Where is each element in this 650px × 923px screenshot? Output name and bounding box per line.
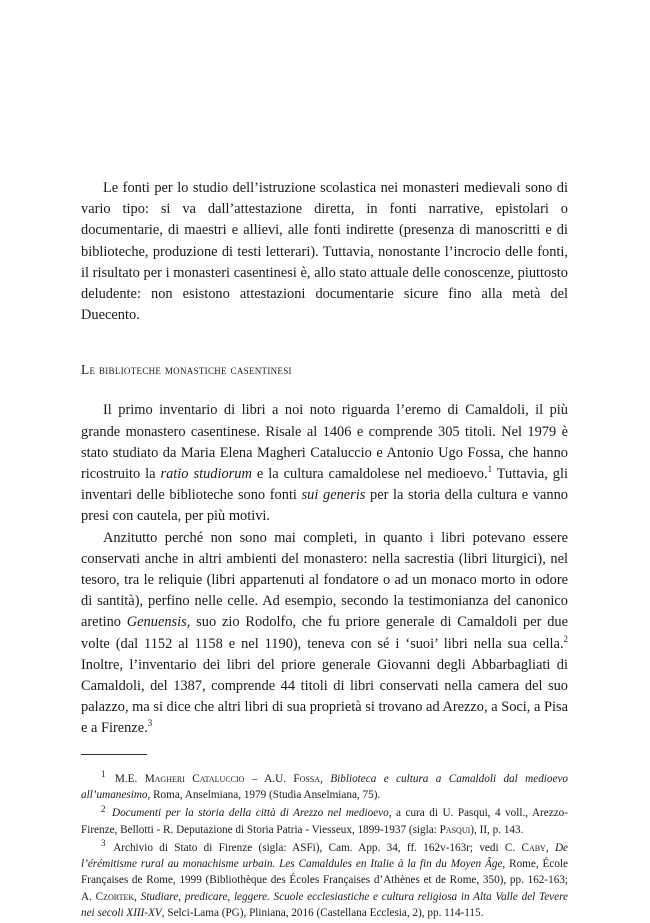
text-run: e la cultura camaldolese nel medioevo. <box>251 466 488 483</box>
text-run: , Rome, École Françaises de Rome, 1999 (Bibliothèque des Écoles Françaises d’Athènes et de Rome, 350), pp. 162-163; A. <box>81 858 568 903</box>
text-run: Il primo inventario di libri a noi noto riguarda l’eremo di Camaldoli, il più grande monastero casentinese. Risale al 1406 e comprende 305 titoli. Nel 1979 è stato studiato da Maria Elena Magheri Cataluccio e Antonio Ugo Fossa, che hanno ricostruito la <box>81 402 568 483</box>
footnote-number: 1 <box>101 768 106 779</box>
footnote-ref-3[interactable]: 3 <box>147 718 153 729</box>
footnote-number: 2 <box>101 803 106 814</box>
paragraph-1 <box>81 400 568 527</box>
footnote-3 <box>81 840 568 921</box>
intro-paragraph: Le fonti per lo studio dell’istruzione scolastica nei monasteri medievali sono di vario tipo: si va dall’attestazione diretta, in fonti narrative, epistolari o documentarie, di maestri e allievi, alle fonti indirette (presenza di manoscritti e di biblioteche, produzione di testi letterari). Tuttavia, nonostante l’incrocio delle fonti, il risultato per i monasteri casentinesi è, allo stato attuale delle conoscenze, piuttosto deludente: non esistono attestazioni documentarie sicure fino alla metà del Duecento. <box>81 180 568 324</box>
text-run: , <box>134 890 141 903</box>
paragraph-2 <box>81 528 568 740</box>
text-run: M.E. <box>114 772 145 785</box>
section-heading: Le biblioteche monastiche casentinesi <box>81 362 292 378</box>
author-name: Magheri Cataluccio <box>144 772 245 785</box>
text-run: per la storia della cultura e vanno presi con cautela, per più motivi. <box>81 487 568 525</box>
book-title: De l’érémitisme rural au monachisme urbain. Les Camaldules en Italie à la fin du Moyen Âge <box>81 841 569 871</box>
text-run: , <box>545 841 555 854</box>
italic-term: sui generis <box>301 487 366 504</box>
author-name: Caby <box>521 841 546 854</box>
author-name: Pasqui <box>439 823 471 836</box>
italic-term: ratio studiorum <box>160 466 252 483</box>
main-text <box>81 178 568 740</box>
page-body <box>81 178 568 923</box>
author-name: Fossa <box>293 772 321 785</box>
italic-term: Genuensis <box>126 614 187 631</box>
text-run: , suo zio Rodolfo, che fu priore generale di Camaldoli per due volte (dal 1152 al 1158 e nel 1190), teneva con sé i ‘suoi’ libri nella sua cella. <box>81 614 568 652</box>
text-run: , a cura di U. Pasqui, 4 voll., Arezzo-Firenze, Bellotti - R. Deputazione di Storia Patria - Viesseux, 1899-1937 (sigla: <box>81 807 569 836</box>
text-run: Inoltre, l’inventario dei libri del priore generale Giovanni degli Abbarbagliati di Camaldoli, del 1387, comprende 44 titoli di libri conservati nella camera del suo palazzo, ma si dice che altri libri di sua proprietà si trovano ad Arezzo, a Soci, a Pisa e a Firenze. <box>81 656 568 737</box>
text-run: Anzitutto perché non sono mai completi, in quanto i libri potevano essere conservati anche in altri ambienti del monastero: nella sacrestia (libri liturgici), nel tesoro, tra le reliquie (libri appartenuti al fondatore o ad un monaco morto in odore di santità), perfino nelle celle. Ad esempio, secondo la testimonianza del canonico aretino <box>81 529 568 631</box>
text-run: Tuttavia, gli inventari delle biblioteche sono fonti <box>81 466 568 504</box>
footnote-divider <box>81 754 147 755</box>
text-run: – A.U. <box>244 772 294 785</box>
footnote-1 <box>81 768 569 804</box>
footnote-2 <box>81 805 568 838</box>
book-title: Documenti per la storia della città di Arezzo nel medioevo <box>112 807 389 820</box>
footnote-ref-2[interactable]: 2 <box>563 633 568 644</box>
footnote-ref-1[interactable]: 1 <box>487 464 493 475</box>
book-title: Biblioteca e cultura a Camaldoli dal medioevo all’umanesimo <box>81 772 569 801</box>
text-run: , Roma, Anselmiana, 1979 (Studia Anselmiana, 75). <box>147 788 381 801</box>
footnotes <box>81 768 569 922</box>
author-name: Czortek <box>95 890 135 903</box>
footnote-number: 3 <box>101 838 106 849</box>
book-title: Studiare, predicare, leggere. Scuole ecclesiastiche e cultura religiosa in Alta Valle del Tevere nei secoli XIII-XV <box>81 890 568 920</box>
text-run: , Selci-Lama (PG), Pliniana, 2016 (Castellana Ecclesia, 2), pp. 114-115. <box>161 907 484 920</box>
text-run: ), II, p. 143. <box>470 823 524 836</box>
text-run: , <box>320 772 331 785</box>
text-run: Archivio di Stato di Firenze (sigla: ASFi), Cam. App. 34, ff. 162v-163r; vedi C. <box>113 841 522 854</box>
